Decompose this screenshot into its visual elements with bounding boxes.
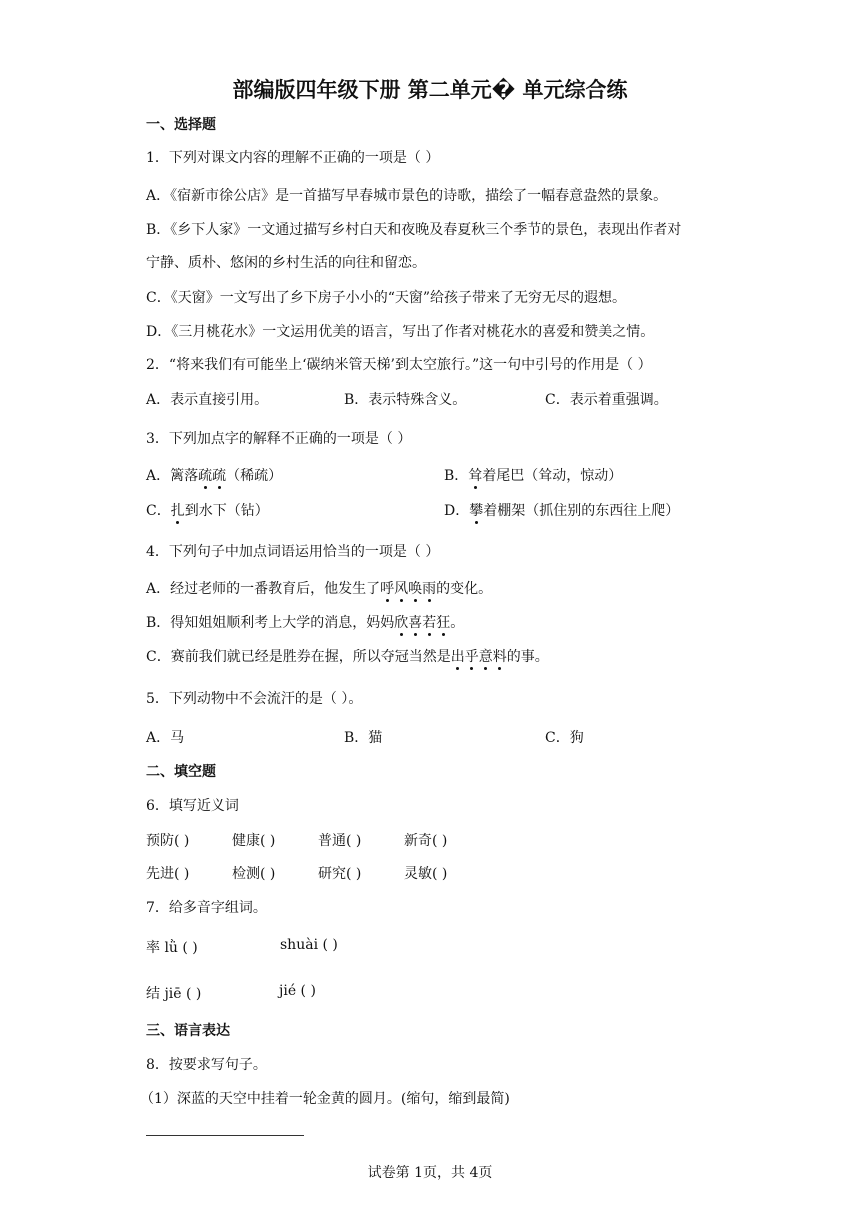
- option-text: A．经过老师的一番教育后，他发生了: [146, 581, 381, 597]
- question-8-stem: 8．按要求写句子。: [146, 1057, 267, 1073]
- dotted-char: 攀: [469, 503, 484, 519]
- question-1-option-a: A．《宿新市徐公店》是一首描写早春城市景色的诗歌，描绘了一幅春意盎然的景象。: [146, 188, 668, 204]
- question-5-option-c: C．狗: [545, 730, 584, 746]
- option-text: 的事。: [506, 649, 549, 665]
- dotted-char: 欣: [394, 615, 409, 631]
- option-text: 到水下（钻）: [184, 503, 269, 519]
- synonym-blank[interactable]: 预防( ): [146, 833, 190, 849]
- synonym-blank[interactable]: 研究( ): [318, 866, 362, 882]
- synonym-blank[interactable]: 检测( ): [232, 866, 276, 882]
- question-4-option-b: [146, 612, 464, 632]
- option-text: 的变化。: [436, 581, 493, 597]
- synonym-blank[interactable]: 健康( ): [232, 833, 276, 849]
- option-text: A．篱落: [146, 468, 199, 484]
- option-text: C．赛前我们就已经是胜券在握，所以夺冠当然是: [146, 649, 451, 665]
- question-6-row-2: [146, 863, 447, 883]
- question-8-part-1: （1）深蓝的天空中挂着一轮金黄的圆月。(缩句，缩到最简): [140, 1091, 510, 1107]
- question-1-option-b-cont: 宁静、质朴、悠闲的乡村生活的向往和留恋。: [146, 255, 426, 271]
- dotted-char: 意: [478, 649, 493, 665]
- polyphone-blank[interactable]: jié ( ): [279, 983, 316, 999]
- dotted-char: 雨: [422, 581, 437, 597]
- option-text: D．: [444, 503, 470, 519]
- question-2-option-c: C．表示着重强调。: [545, 392, 668, 408]
- polyphone-blank[interactable]: 率 lǜ ( ): [146, 940, 198, 956]
- dotted-char: 耸: [468, 468, 483, 484]
- question-5-option-b: B．猫: [344, 730, 383, 746]
- section-heading-expression: 三、语言表达: [146, 1023, 230, 1039]
- question-2-option-a: A．表示直接引用。: [146, 392, 269, 408]
- section-heading-choice: 一、选择题: [146, 117, 216, 133]
- synonym-blank[interactable]: 灵敏( ): [404, 866, 448, 882]
- question-5-stem: 5．下列动物中不会流汗的是（ ）。: [146, 691, 363, 707]
- dotted-char: 若: [422, 615, 437, 631]
- question-2-option-b: B．表示特殊含义。: [344, 392, 467, 408]
- question-5-option-a: A．马: [146, 730, 185, 746]
- polyphone-blank[interactable]: 结 jiē ( ): [146, 986, 202, 1002]
- question-4-stem: 4．下列句子中加点词语运用恰当的一项是（ ）: [146, 544, 440, 560]
- dotted-char: 呼: [380, 581, 395, 597]
- question-3-option-b: [444, 465, 622, 485]
- question-2-stem: 2．“将来我们有可能坐上‘碳纳米管天梯’到太空旅行。”这一句中引号的作用是（ ）: [146, 357, 652, 373]
- dotted-char: 喜: [408, 615, 423, 631]
- page-footer: 试卷第 1页，共 4页: [367, 1165, 493, 1181]
- synonym-blank[interactable]: 新奇( ): [404, 833, 448, 849]
- synonym-blank[interactable]: 先进( ): [146, 866, 190, 882]
- question-6-stem: 6．填写近义词: [146, 798, 239, 814]
- option-text: 。: [450, 615, 465, 631]
- question-1-option-d: D．《三月桃花水》一文运用优美的语言，写出了作者对桃花水的喜爱和赞美之情。: [146, 324, 655, 340]
- question-1-stem: 1．下列对课文内容的理解不正确的一项是（ ）: [146, 150, 440, 166]
- synonym-blank[interactable]: 普通( ): [318, 833, 362, 849]
- option-text: 着棚架（抓住别的东西往上爬）: [483, 503, 680, 519]
- question-6-row-1: [146, 830, 447, 850]
- question-1-option-b: B．《乡下人家》一文通过描写乡村白天和夜晚及春夏秋三个季节的景色，表现出作者对: [146, 222, 682, 238]
- question-1-option-c: C．《天窗》一文写出了乡下房子小小的“天窗”给孩子带来了无穷无尽的遐想。: [146, 290, 627, 306]
- answer-line[interactable]: [146, 1135, 304, 1136]
- option-text: 着尾巴（耸动，惊动）: [482, 468, 623, 484]
- section-heading-fill: 二、填空题: [146, 764, 216, 780]
- question-4-option-a: [146, 578, 492, 598]
- dotted-char: 乎: [464, 649, 479, 665]
- dotted-char: 唤: [408, 581, 423, 597]
- dotted-char: 料: [492, 649, 507, 665]
- question-3-option-c: [146, 500, 269, 520]
- dotted-char: 疏: [212, 468, 227, 484]
- option-text: （稀疏）: [226, 468, 283, 484]
- dotted-char: 扎: [170, 503, 185, 519]
- polyphone-blank[interactable]: shuài ( ): [280, 937, 338, 953]
- option-text: C．: [146, 503, 171, 519]
- option-text: B．得知姐姐顺利考上大学的消息，妈妈: [146, 615, 395, 631]
- question-4-option-c: [146, 646, 549, 666]
- question-7-stem: 7．给多音字组词。: [146, 900, 267, 916]
- question-3-option-d: [444, 500, 679, 520]
- dotted-char: 风: [394, 581, 409, 597]
- question-3-stem: 3．下列加点字的解释不正确的一项是（ ）: [146, 431, 412, 447]
- question-3-option-a: [146, 465, 282, 485]
- option-text: B．: [444, 468, 469, 484]
- dotted-char: 疏: [198, 468, 213, 484]
- page-title: 部编版四年级下册 第二单元� 单元综合练: [232, 78, 628, 102]
- dotted-char: 狂: [436, 615, 451, 631]
- dotted-char: 出: [450, 649, 465, 665]
